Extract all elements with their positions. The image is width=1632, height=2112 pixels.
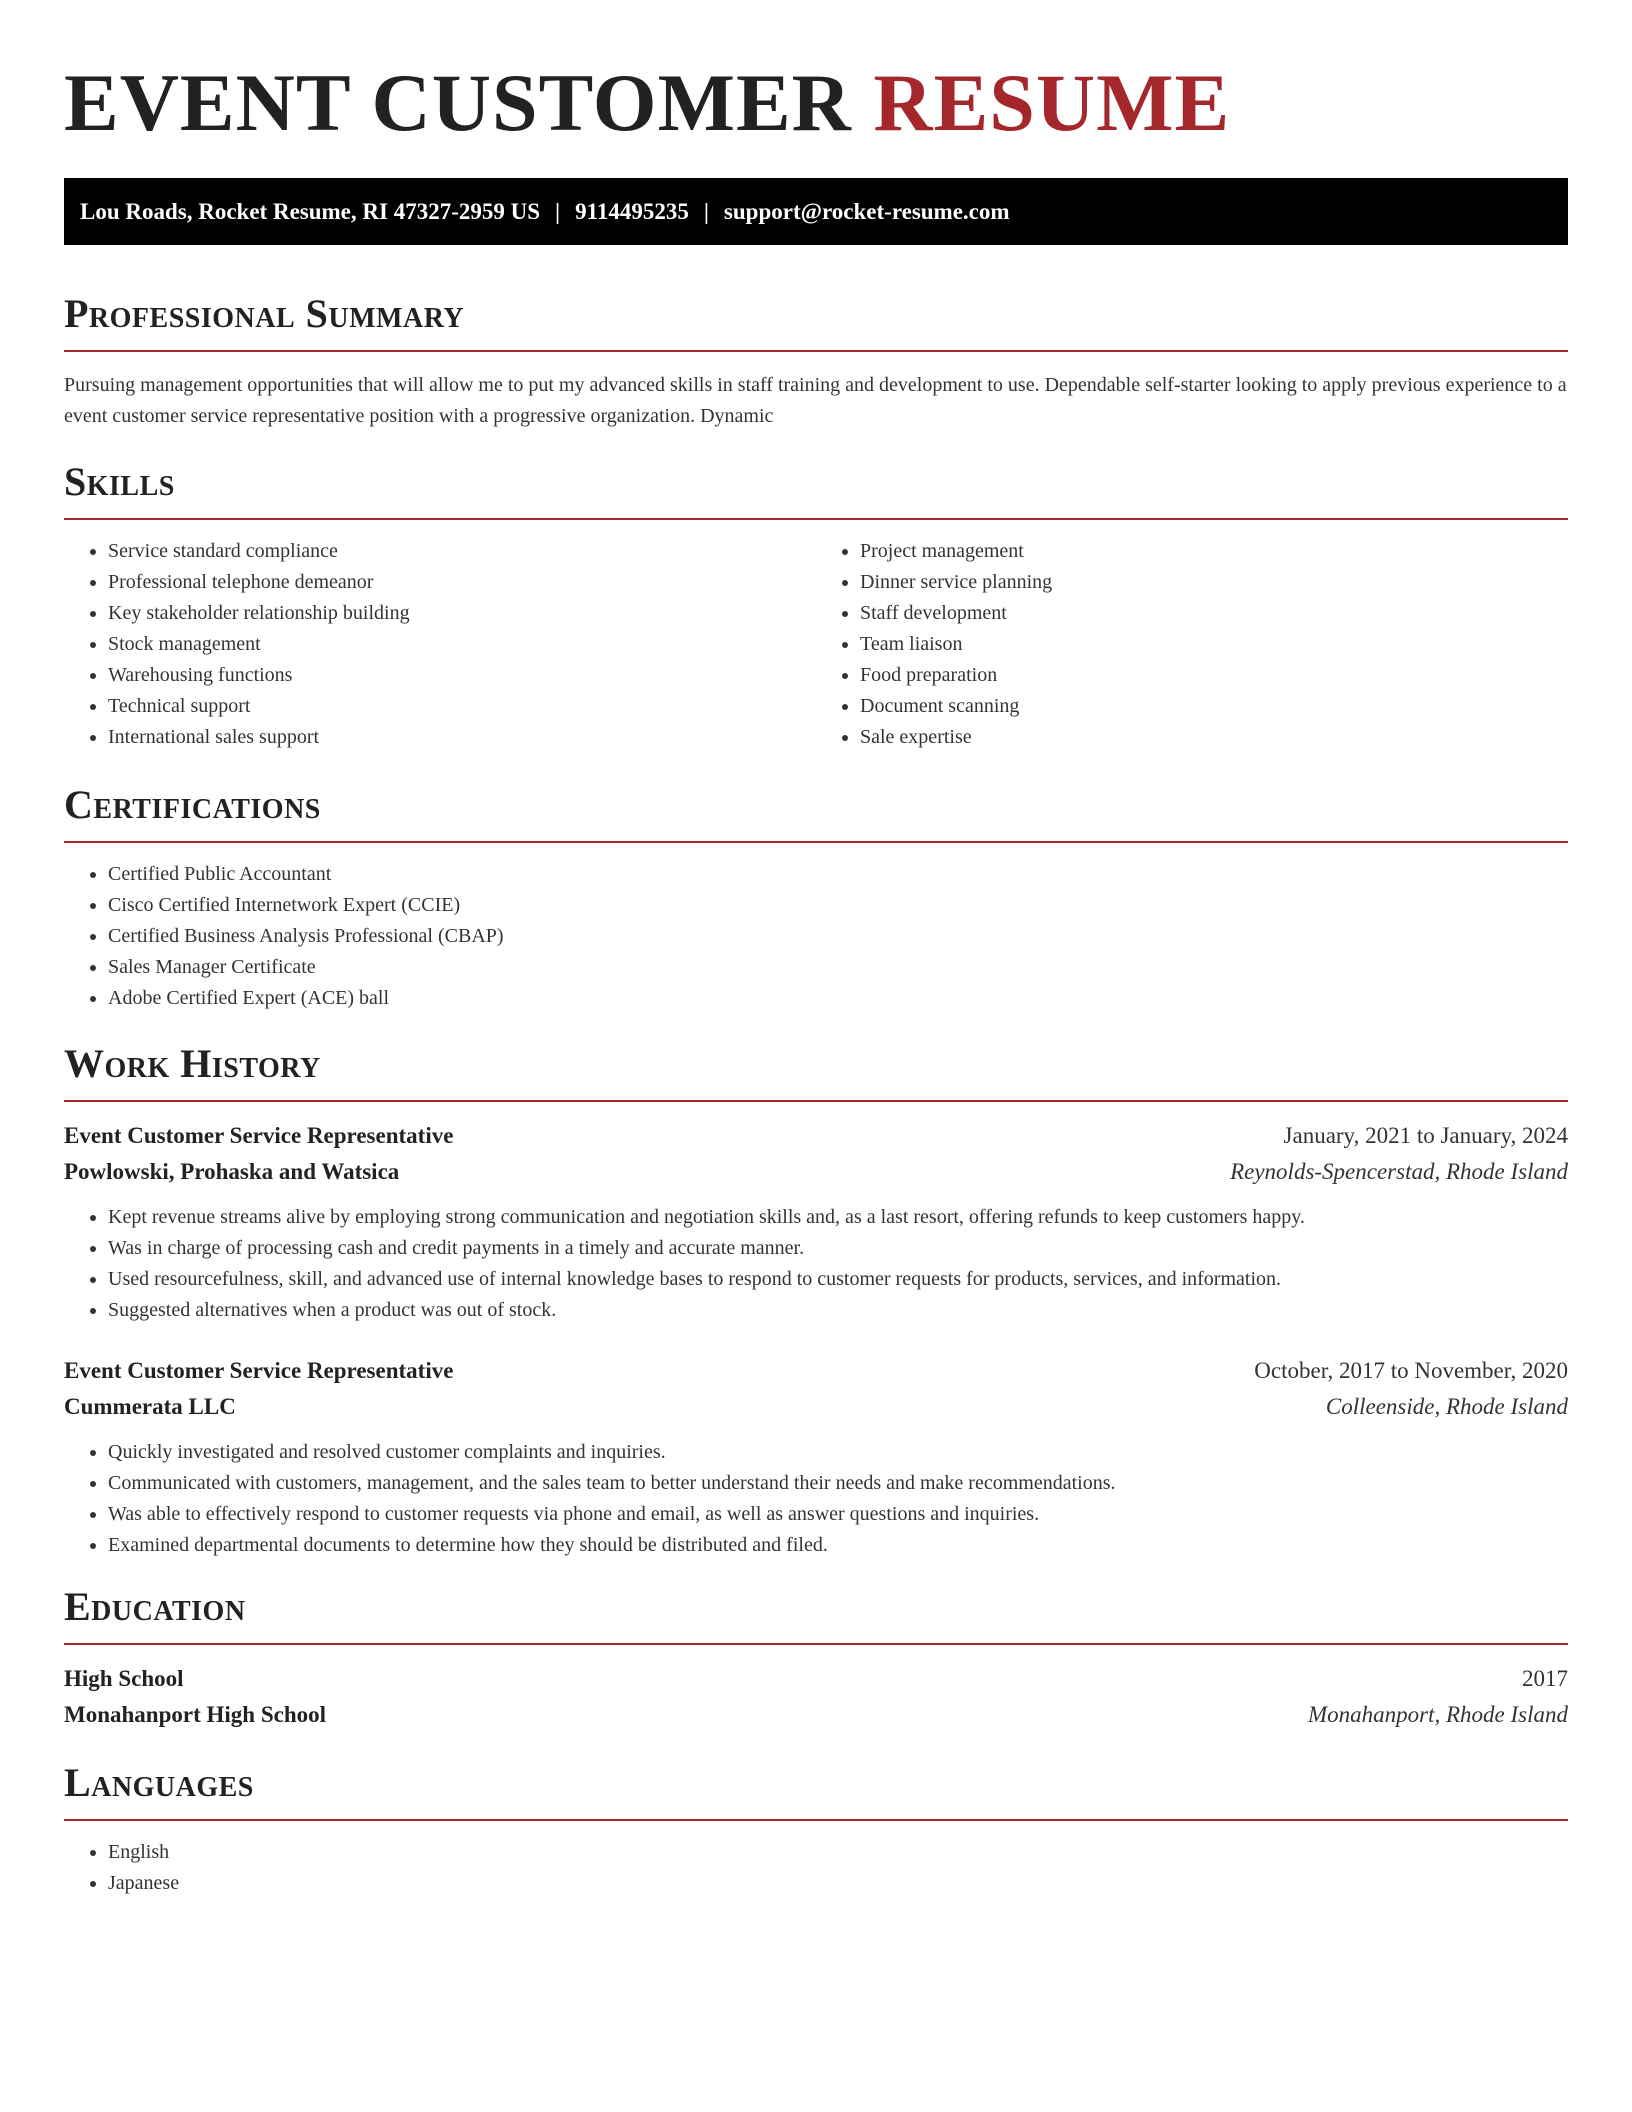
job-duty-item: • Was in charge of processing cash and credit payments in a timely and accurate manner. [108,1233,1568,1264]
languages-section [64,1761,1568,1899]
education-year: 2017 [1522,1666,1568,1691]
job-duty-item: • Kept revenue streams alive by employing strong communication and negotiation skills and, as a last resort, offering refunds to keep customers happy. [108,1202,1568,1233]
certification-item: • Sales Manager Certificate [108,952,1568,983]
skill-item: • Warehousing functions [108,660,816,691]
language-item: • English [108,1837,1568,1868]
education-section [64,1585,1568,1733]
resume-title [64,57,1568,148]
skills-list-left [64,536,816,753]
job-header-row [64,1353,1568,1389]
skill-item: • Staff development [860,598,1568,629]
education-location: Monahanport, Rhode Island [1307,1702,1568,1727]
skills-columns [64,520,1568,753]
section-heading-certifications: Certifications [64,783,1568,843]
job-title: Event Customer Service Representative [64,1358,454,1383]
skill-item: • Document scanning [860,691,1568,722]
skill-item: • Technical support [108,691,816,722]
skill-item: • Sale expertise [860,722,1568,753]
title-main: EVENT CUSTOMER [64,57,852,148]
skill-item: • Dinner service planning [860,567,1568,598]
section-heading-languages: Languages [64,1761,1568,1821]
job-duty-item: • Communicated with customers, management, and the sales team to better understand their needs and make recommendations. [108,1468,1568,1499]
education-entry [64,1661,1568,1733]
job-company-row [64,1389,1568,1425]
job-duties-list [64,1437,1568,1561]
skills-list-right [816,536,1568,753]
job-duty-item: • Was able to effectively respond to customer requests via phone and email, as well as answer questions and inquiries. [108,1499,1568,1530]
job-duties-list [64,1202,1568,1326]
resume-page [64,0,1568,1899]
section-heading-work-history: Work History [64,1042,1568,1102]
title-accent: RESUME [873,57,1231,148]
certifications-list [64,859,1568,1014]
skill-item: • Food preparation [860,660,1568,691]
education-degree: High School [64,1666,184,1691]
contact-separator: | [703,198,709,224]
job-dates: January, 2021 to January, 2024 [1283,1123,1568,1148]
job-header-row [64,1118,1568,1154]
skill-item: • International sales support [108,722,816,753]
contact-phone: 9114495235 [575,198,689,224]
job-location: Reynolds-Spencerstad, Rhode Island [1230,1159,1568,1184]
summary-text: Pursuing management opportunities that will allow me to put my advanced skills in staff training and development to use. Dependable self-starter looking to apply previous experience to a event customer service representative position with a progressive organization. Dynamic [64,374,1567,427]
skills-section [64,460,1568,753]
job-location: Colleenside, Rhode Island [1325,1394,1568,1419]
certification-item: • Certified Business Analysis Professional (CBAP) [108,921,1568,952]
skill-item: • Team liaison [860,629,1568,660]
education-header-row [64,1661,1568,1697]
education-school: Monahanport High School [64,1702,326,1727]
language-item: • Japanese [108,1868,1568,1899]
skill-item: • Stock management [108,629,816,660]
job-dates: October, 2017 to November, 2020 [1254,1358,1568,1383]
education-school-row [64,1697,1568,1733]
skill-item: • Key stakeholder relationship building [108,598,816,629]
contact-bar [64,178,1568,245]
skill-item: • Project management [860,536,1568,567]
contact-address: Lou Roads, Rocket Resume, RI 47327-2959 US [80,198,541,224]
job-duty-item: • Quickly investigated and resolved customer complaints and inquiries. [108,1437,1568,1468]
job-duty-item: • Used resourcefulness, skill, and advanced use of internal knowledge bases to respond to customer requests for products, services, and information. [108,1264,1568,1295]
skill-item: • Professional telephone demeanor [108,567,816,598]
summary-section [64,292,1568,432]
job-duty-item: • Examined departmental documents to determine how they should be distributed and filed. [108,1530,1568,1561]
certification-item: • Adobe Certified Expert (ACE) ball [108,983,1568,1014]
job-title: Event Customer Service Representative [64,1123,454,1148]
job-entry [64,1353,1568,1561]
job-company-row [64,1154,1568,1190]
job-company: Cummerata LLC [64,1394,236,1419]
certification-item: • Certified Public Accountant [108,859,1568,890]
section-heading-skills: Skills [64,460,1568,520]
section-heading-education: Education [64,1585,1568,1645]
work-history-section [64,1042,1568,1561]
contact-separator: | [555,198,561,224]
job-duty-item: • Suggested alternatives when a product was out of stock. [108,1295,1568,1326]
job-company: Powlowski, Prohaska and Watsica [64,1159,400,1184]
certification-item: • Cisco Certified Internetwork Expert (CCIE) [108,890,1568,921]
certifications-section [64,783,1568,1014]
section-heading-summary: Professional Summary [64,292,1568,352]
contact-email: support@rocket-resume.com [723,198,1010,224]
languages-list [64,1837,1568,1899]
skill-item: • Service standard compliance [108,536,816,567]
job-entry [64,1118,1568,1326]
